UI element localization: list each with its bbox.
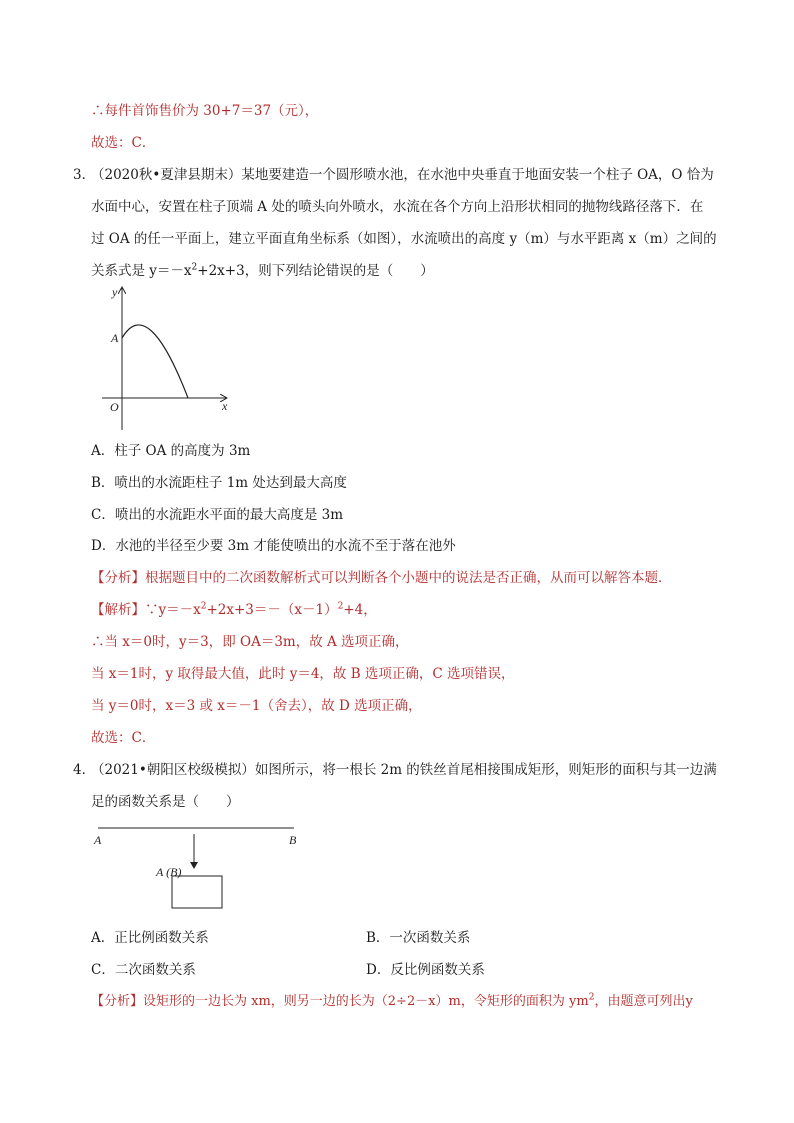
q3-answer: 故选：C． — [91, 730, 156, 746]
q3-step1: ∴当 x＝0时，y＝3，即 OA＝3m，故 A 选项正确， — [91, 634, 409, 650]
q4-option-b: B．一次函数关系 — [366, 930, 471, 946]
q4-stem-line1: （2021•朝阳区校级模拟）如图所示，将一根长 2m 的铁丝首尾相接围成矩形，则矩形的面积与其一边满 — [91, 762, 717, 778]
wire-end-a-label: A — [94, 833, 102, 847]
q3-stem-line3: 过 OA 的任一平面上，建立平面直角坐标系（如图），水流喷出的高度 y（m）与水平距离 x（m）之间的 — [91, 231, 717, 247]
q3-step3: 当 y＝0时，x＝3 或 x＝－1（舍去），故 D 选项正确， — [91, 698, 422, 714]
q3-stem-line4: 关系式是 $y=-x^2+2x+3$，则下列结论错误的是（ ） — [91, 262, 434, 279]
q4-option-a: A．正比例函数关系 — [91, 930, 209, 946]
q3-option-c: C．喷出的水流距水平面的最大高度是 3m — [91, 507, 344, 523]
wire-end-b-label: B — [289, 833, 297, 847]
q3-analysis: 【分析】根据题目中的二次函数解析式可以判断各个小题中的说法是否正确，从而可以解答本题． — [91, 570, 672, 586]
q3-step2: 当 x＝1时，y 取得最大值，此时 y＝4，故 B 选项正确，C 选项错误， — [91, 666, 515, 682]
origin-label: O — [110, 400, 119, 414]
point-a-label: A — [111, 331, 119, 345]
parabola-curve — [122, 325, 188, 398]
x-axis-label: x — [222, 399, 228, 413]
prev-answer: 故选：C． — [91, 135, 156, 151]
q4-analysis: 【分析】设矩形的一边长为 xm，则另一边的长为（2÷2－x）m，令矩形的面积为 $ym^2$，由题意可列出y — [91, 992, 693, 1009]
q3-option-d: D．水池的半径至少要 3m 才能使喷出的水流不至于落在池外 — [91, 538, 456, 554]
q3-stem-line1: （2020秋•夏津县期末）某地要建造一个圆形喷水池，在水池中央垂直于地面安装一个柱子 OA，O 恰为 — [91, 167, 714, 183]
q4-option-d: D．反比例函数关系 — [366, 962, 485, 978]
q3-number: 3． — [73, 167, 96, 183]
q3-parabola-graph — [100, 282, 240, 432]
q4-option-c: C．二次函数关系 — [91, 962, 196, 978]
prev-conclusion: ∴每件首饰售价为 30+7＝37（元）， — [91, 103, 319, 119]
q3-option-a: A．柱子 OA 的高度为 3m — [91, 443, 251, 459]
q4-number: 4． — [73, 762, 96, 778]
q3-solution: 【解析】$\because y=-x^2+2x+3=-(x-1)^2+4$， — [91, 601, 377, 618]
rectangle-shape — [172, 876, 222, 908]
q3-option-b: B．喷出的水流距柱子 1m 处达到最大高度 — [91, 475, 347, 491]
q4-wire-figure — [90, 822, 310, 914]
y-axis-label: y — [112, 285, 118, 299]
corner-ab-label: A (B) — [156, 865, 182, 879]
q4-stem-line2: 足的函数关系是（ ） — [91, 794, 240, 810]
q3-stem-line2: 水面中心，安置在柱子顶端 A 处的喷头向外喷水，水流在各个方向上沿形状相同的抛物线路径落下．在 — [91, 199, 704, 215]
